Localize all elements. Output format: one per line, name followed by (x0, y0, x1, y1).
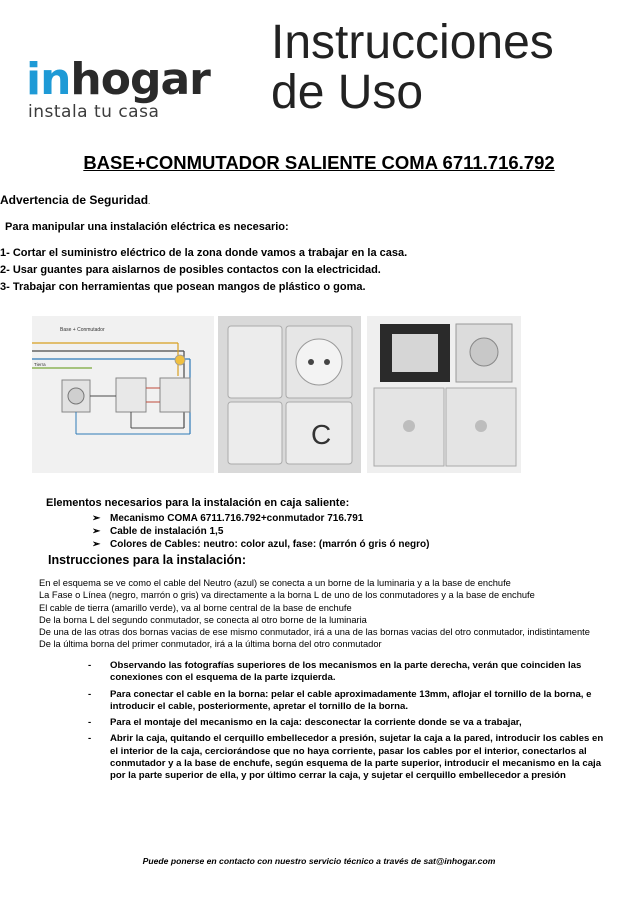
mechanism-back-photo (367, 316, 521, 473)
arrow-bullet-icon: ➢ (92, 539, 101, 550)
intro-text: Para manipular una instalación eléctrica es necesario: (5, 221, 289, 233)
lamp-icon (175, 355, 185, 365)
logo-tagline: instala tu casa (28, 102, 160, 122)
schema-line: De la borna L del segundo conmutador, se conecta al otro borne de la luminaria (39, 614, 367, 625)
warning-label (0, 193, 150, 207)
schema-line: El cable de tierra (amarillo verde), va al borne central de la base de enchufe (39, 602, 352, 613)
install-step: - Observando las fotografías superiores de los mecanismos en la parte derecha, verán que coinciden las conexiones con el esquema de la parte izquierda. (88, 660, 582, 684)
wiring-diagram (32, 316, 214, 473)
schema-line: La Fase o Línea (negro, marrón o gris) va directamente a la borna L de uno de los conmutadores y a la base de enchufe (39, 590, 535, 601)
socket-front-photo (218, 316, 361, 473)
header-title-line1: Instrucciones (271, 16, 554, 69)
footer-contact: Puede ponerse en contacto con nuestro servicio técnico a través de sat@inhogar.com (142, 856, 496, 866)
logo-text-hogar: hogar (70, 54, 210, 105)
arrow-bullet-icon: ➢ (92, 526, 101, 537)
installation-steps (88, 660, 608, 787)
logo-letter-n: n (40, 54, 71, 105)
safety-step: 2- Usar guantes para aislarnos de posibles contactos con la electricidad. (0, 264, 381, 276)
safety-step: 1- Cortar el suministro eléctrico de la zona donde vamos a trabajar en la casa. (0, 247, 408, 259)
schema-line: En el esquema se ve como el cable del Neutro (azul) se conecta a un borne de la luminaria y a la base de enchufe (39, 578, 511, 588)
schema-description (39, 577, 590, 651)
diagram-title: Base + Conmutador (60, 327, 105, 333)
safety-step: 3- Trabajar con herramientas que posean mangos de plástico o goma. (0, 281, 366, 293)
install-step: - Para el montaje del mecanismo en la caja: desconectar la corriente donde se va a trabajar, (88, 717, 522, 729)
requirement-item: ➢ Cable de instalación 1,5 (92, 526, 224, 537)
diagram-wire-label: Tierra (34, 362, 46, 367)
warning-dot: . (148, 197, 151, 206)
header-title-line2: de Uso (271, 66, 424, 119)
requirements-list (92, 512, 430, 551)
arrow-bullet-icon: ➢ (92, 513, 101, 524)
safety-steps (0, 245, 407, 296)
document-title: BASE+CONMUTADOR SALIENTE COMA 6711.716.792 (83, 152, 555, 173)
requirement-item: ➢ Mecanismo COMA 6711.716.792+conmutador 716.791 (92, 513, 364, 524)
logo-letter-i: i (26, 54, 41, 105)
installation-photos (32, 316, 521, 473)
header-title (271, 18, 554, 118)
requirement-item: ➢ Colores de Cables: neutro: color azul, fase: (marrón ó gris ó negro) (92, 539, 430, 550)
schema-line: De la última borna del primer conmutador, irá a la última borna del otro conmutador (39, 639, 382, 650)
brand-logo (26, 54, 246, 124)
schema-line: De una de las otras dos bornas vacias de ese mismo conmutador, irá a una de las bornas vacias del otro conmutador, indistintamente (39, 627, 590, 638)
logo-wordmark (26, 54, 210, 106)
install-heading: Instrucciones para la instalación: (48, 553, 246, 567)
warning-text: Advertencia de Seguridad (0, 193, 149, 207)
install-step: - Para conectar el cable en la borna: pelar el cable aproximadamente 13mm, aflojar el tornillo de la borna, e introducir el cable, posteriormente, apretar el tornillo de la borna. (88, 688, 592, 712)
install-step: - Abrir la caja, quitando el cerquillo embellecedor a presión, sujetar la caja a la pared, introducir los cables en el interior de la caja, cerciorándose que no haya corriente, pasar los cables por el interior, conectarlos al conmutador y a la base de enchufe, según esquema de la parte superior, introducir el mecanismo en la caja por la parte superior de ella, y por último cerrar la caja, y sujetar el cerquillo embellecedor a presión (88, 733, 604, 782)
requirements-heading: Elementos necesarios para la instalación en caja saliente: (46, 497, 350, 509)
photo-letter: C (311, 419, 332, 450)
